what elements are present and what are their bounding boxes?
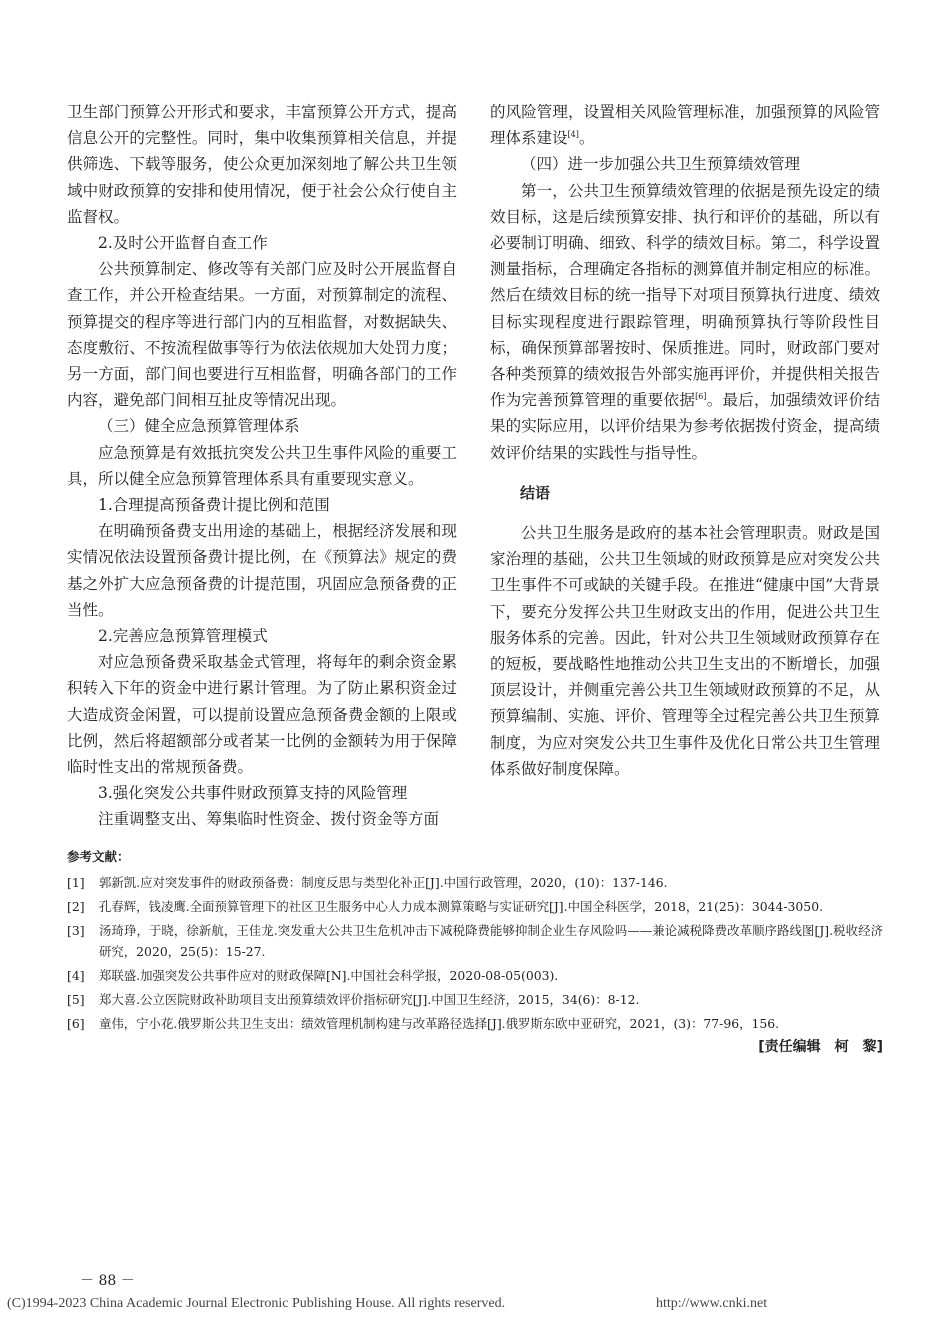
citation[interactable]: [6] <box>695 392 707 402</box>
reference-item: [6] 童伟，宁小花.俄罗斯公共卫生支出：绩效管理机制构建与改革路径选择[J].俄罗斯东欧中亚研究，2021，(3)：77-96，156. <box>67 1016 780 1031</box>
reference-item: [3] 汤琦琤，于晓，徐新航，王佳龙.突发重大公共卫生危机冲击下减税降费能够抑制企业生存风险吗——兼论减税降费改革顺序路线图[J].税收经济研究，2020，25(5)：15-27. <box>67 922 883 959</box>
section-heading-3: （三）健全应急预算管理体系 <box>98 417 300 436</box>
paragraph: 公共卫生服务是政府的基本社会管理职责。财政是国家治理的基础，公共卫生领域的财政预算是应对突发公共卫生事件不可或缺的关键手段。在推进“健康中国”大背景下，要充分发挥公共卫生财政支出的作用，促进公共卫生服务体系的完善。因此，针对公共卫生领域财政预算存在的短板，要战略性地推动公共卫生支出的不断增长，加强顶层设计，并侧重完善公共卫生领域财政预算的不足，从预算编制、实施、评价、管理等全过程完善公共卫生预算制度，为应对突发公共卫生事件及优化日常公共卫生管理体系做好制度保障。 <box>490 524 880 778</box>
site-link[interactable]: http://www.cnki.net <box>656 1296 768 1311</box>
subheading-2: 2.及时公开监督自查工作 <box>98 234 268 253</box>
references-title: 参考文献： <box>67 849 130 864</box>
paragraph: 公共预算制定、修改等有关部门应及时公开展监督自查工作，并公开检查结果。一方面，对预算制定的流程、预算提交的程序等进行部门内的互相监督，对数据缺失、态度敷衍、不按流程做事等行为依法依规加大处罚力度；另一方面，部门间也要进行互相监督，明确各部门的工作内容，避免部门间相互扯皮等情况出现。 <box>67 260 457 410</box>
paragraph: 卫生部门预算公开形式和要求，丰富预算公开方式，提高信息公开的完整性。同时，集中收集预算相关信息，并提供筛选、下载等服务，使公众更加深刻地了解公共卫生领域中财政预算的安排和使用情况，便于社会公众行使自主监督权。 <box>67 103 457 226</box>
section-heading-4: （四）进一步加强公共卫生预算绩效管理 <box>521 155 801 174</box>
right-column <box>490 99 880 782</box>
reference-item: [5] 郑大喜.公立医院财政补助项目支出预算绩效评价指标研究[J].中国卫生经济，2015，34(6)：8-12. <box>67 992 640 1007</box>
subheading-1: 1.合理提高预备费计提比例和范围 <box>98 496 330 515</box>
copyright-notice: (C)1994-2023 China Academic Journal Electronic Publishing House. All rights reserved. <box>7 1296 506 1311</box>
paragraph: 对应急预备费采取基金式管理，将每年的剩余资金累积转入下年的资金中进行累计管理。为了防止累积资金过大造成资金闲置，可以提前设置应急预备费金额的上限或比例，然后将超额部分或者某一比例的金额转为用于保障临时性支出的常规预备费。 <box>67 653 457 777</box>
page-number: － 88 － <box>80 1273 135 1289</box>
citation[interactable]: [4] <box>567 130 579 140</box>
paragraph: 应急预算是有效抵抗突发公共卫生事件风险的重要工具，所以健全应急预算管理体系具有重要现实意义。 <box>67 443 457 488</box>
conclusion-heading: 结语 <box>520 483 551 502</box>
editor-credit: [责任编辑 柯 黎] <box>758 1039 883 1055</box>
subheading-2: 2.完善应急预算管理模式 <box>98 627 268 646</box>
reference-item: [1] 郭新凯.应对突发事件的财政预备费：制度反思与类型化补正[J].中国行政管理，2020，(10)：137-146. <box>67 874 668 890</box>
paragraph: 第一，公共卫生预算绩效管理的依据是预先设定的绩效目标，这是后续预算安排、执行和评价的基础，所以有必要制订明确、细致、科学的绩效目标。第二，科学设置测量指标，合理确定各指标的测算值并制定相应的标准。然后在绩效目标的统一指导下对项目预算执行进度、绩效目标实现程度进行跟踪管理，明确预算执行等阶段性目标，确保预算部署按时、保质推进。同时，财政部门要对各种类预算的绩效报告外部实施再评价，并提供相关报告作为完善预算管理的重要依据[6]。最后，加强绩效评价结果的实际应用，以评价结果为参考依据拨付资金，提高绩效评价结果的实践性与指导性。 <box>490 181 880 462</box>
reference-item: [2] 孔春辉，钱凌鹰.全面预算管理下的社区卫生服务中心人力成本测算策略与实证研究[J].中国全科医学，2018，21(25)：3044-3050. <box>67 898 824 914</box>
left-column <box>67 99 457 833</box>
references <box>67 846 883 1059</box>
paragraph: 注重调整支出、筹集临时性资金、拨付资金等方面 <box>98 810 440 829</box>
paragraph: 在明确预备费支出用途的基础上，根据经济发展和现实情况依法设置预备费计提比例，在《预算法》规定的费基之外扩大应急预备费的计提范围，巩固应急预备费的正当性。 <box>67 522 457 619</box>
subheading-3: 3.强化突发公共事件财政预算支持的风险管理 <box>98 784 408 803</box>
paragraph: 的风险管理，设置相关风险管理标准，加强预算的风险管理体系建设[4]。 <box>490 103 880 148</box>
reference-item: [4] 郑联盛.加强突发公共事件应对的财政保障[N].中国社会科学报，2020-08-05(003). <box>67 968 559 983</box>
